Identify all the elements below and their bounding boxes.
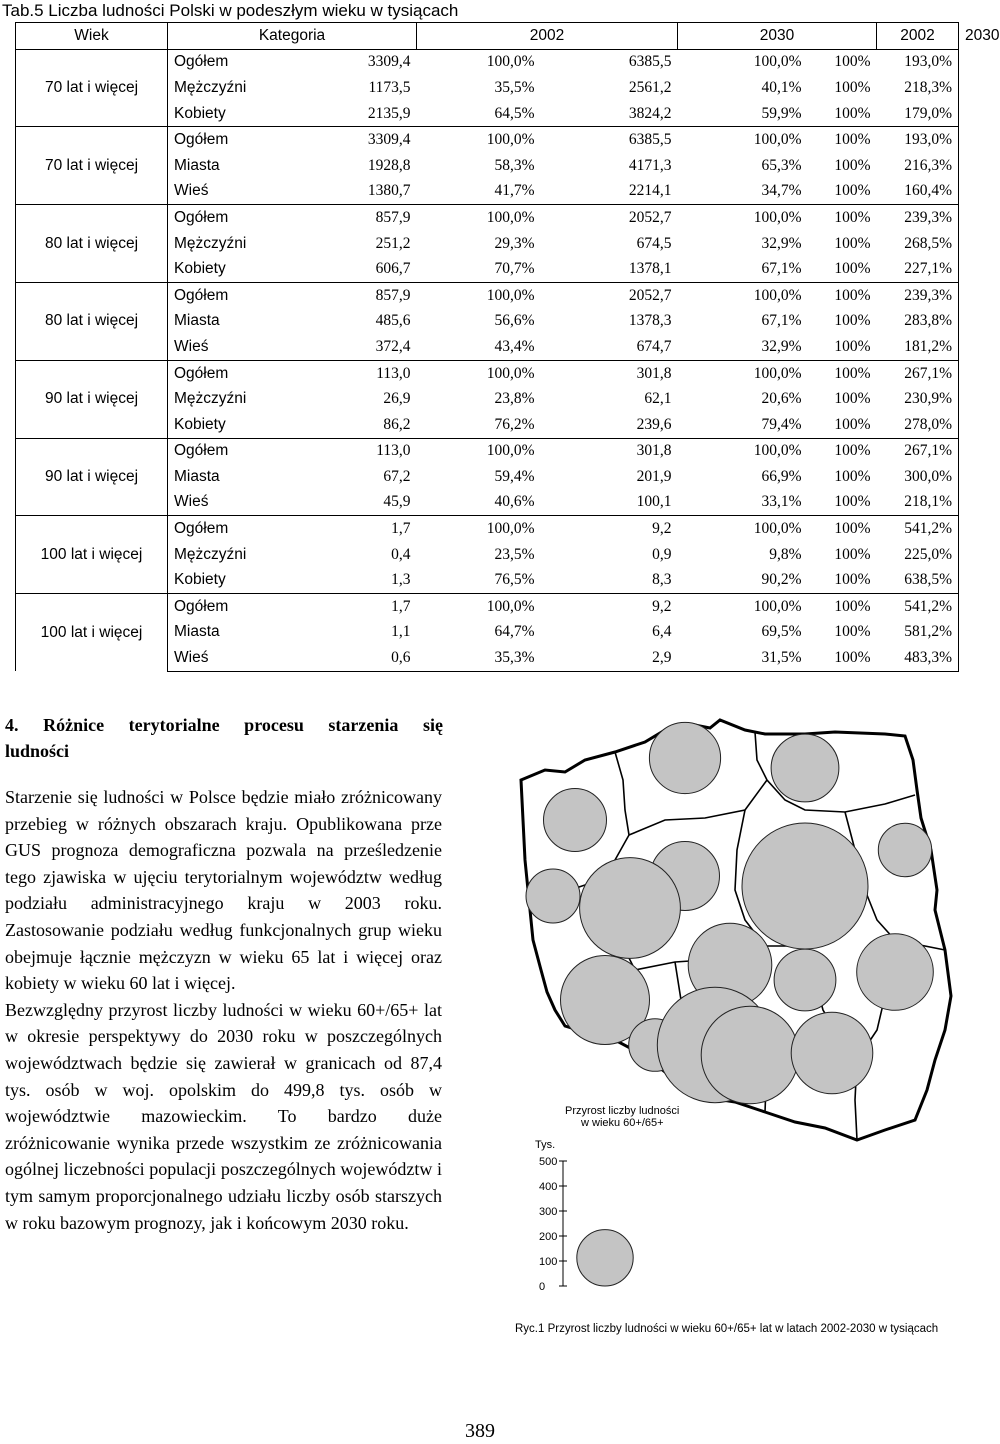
bubble-małopolskie <box>701 1006 799 1104</box>
table-cell: 674,7 <box>636 337 672 355</box>
table-cell: 66,9% <box>761 467 802 485</box>
table-cell: 76,5% <box>494 571 535 589</box>
table-cell: 278,0% <box>877 412 959 438</box>
table-cell: 216,3% <box>877 153 959 179</box>
table-cell: 59,4% <box>494 467 535 485</box>
legend-tick-label: 300 <box>539 1206 558 1218</box>
category-label: Ogółem <box>168 127 293 153</box>
legend-title-line-1: Przyrost liczby ludności <box>565 1105 680 1117</box>
table-cell: 193,0% <box>877 49 959 75</box>
table-cell: 23,8% <box>494 390 535 408</box>
table-cell: 372,4 <box>375 337 411 355</box>
table-cell: 65,3% <box>761 156 802 174</box>
table-cell: 100,0% <box>417 516 541 542</box>
category-label: Ogółem <box>168 516 293 542</box>
table-cell: 67,2 <box>383 467 411 485</box>
legend-tick-label: 200 <box>539 1231 558 1243</box>
category-label: Ogółem <box>168 360 293 386</box>
table-cell: 100,0% <box>678 282 808 308</box>
table-cell: 1,1 <box>391 623 411 641</box>
age-group-label: 90 lat i więcej <box>16 360 168 438</box>
table-cell: 100% <box>834 493 871 511</box>
category-label: Wieś <box>174 493 209 511</box>
table-row <box>16 516 959 542</box>
table-cell: 100,0% <box>678 49 808 75</box>
age-group-label: 100 lat i więcej <box>16 516 168 594</box>
category-label: Miasta <box>174 467 220 485</box>
table-cell: 218,1% <box>877 490 959 516</box>
table-cell: 0,6 <box>293 645 417 671</box>
bubble-map-figure <box>505 700 960 1340</box>
category-label: Wieś <box>174 182 209 200</box>
table-cell: 23,5% <box>494 545 535 563</box>
bubble-zachodniopomorskie <box>544 789 607 852</box>
table-cell: 100% <box>808 205 877 231</box>
page-number: 389 <box>465 1420 495 1442</box>
table-cell: 100% <box>834 260 871 278</box>
table-cell: 90,2% <box>761 571 802 589</box>
header-kategoria: Kategoria <box>168 23 417 50</box>
category-label: Kobiety <box>174 415 226 433</box>
table-cell: 1380,7 <box>367 182 411 200</box>
table-cell: 100% <box>808 516 877 542</box>
table-cell: 26,9 <box>383 390 411 408</box>
table-cell: 8,3 <box>652 571 672 589</box>
table-cell: 674,5 <box>636 234 672 252</box>
table-cell: 1173,5 <box>368 78 411 96</box>
table-cell: 100,0% <box>678 516 808 542</box>
table-cell: 100,0% <box>417 49 541 75</box>
category-label: Miasta <box>174 156 220 174</box>
table-cell: 100% <box>808 282 877 308</box>
header-wiek: Wiek <box>16 23 168 50</box>
table-cell: 70,7% <box>494 260 535 278</box>
category-label: Ogółem <box>168 594 293 620</box>
table-cell: 64,5% <box>494 104 535 122</box>
header-2002-b: 2002 <box>877 23 959 50</box>
table-cell: 160,4% <box>877 179 959 205</box>
bubble-lubelskie <box>857 934 934 1011</box>
table-cell: 179,0% <box>877 101 959 127</box>
age-group-label: 80 lat i więcej <box>16 282 168 360</box>
table-cell: 301,8 <box>541 438 678 464</box>
table-cell: 100% <box>834 182 871 200</box>
table-cell: 34,7% <box>761 182 802 200</box>
table-cell: 581,2% <box>877 620 959 646</box>
table-cell: 227,1% <box>877 256 959 282</box>
age-group-label: 70 lat i więcej <box>16 127 168 205</box>
table-cell: 100,0% <box>417 282 541 308</box>
bubble-świętokrzyskie <box>774 949 836 1011</box>
table-cell: 300,0% <box>877 464 959 490</box>
category-label: Mężczyźni <box>174 78 247 96</box>
population-table <box>15 22 1000 672</box>
table-cell: 181,2% <box>877 334 959 360</box>
category-label: Miasta <box>174 623 220 641</box>
table-cell: 3309,4 <box>293 49 417 75</box>
category-label: Ogółem <box>168 438 293 464</box>
table-cell: 1,7 <box>293 516 417 542</box>
table-cell: 100,0% <box>417 127 541 153</box>
table-cell: 100% <box>808 360 877 386</box>
table-cell: 33,1% <box>761 493 802 511</box>
category-label: Wieś <box>168 645 293 671</box>
table-cell: 40,6% <box>494 493 535 511</box>
table-cell: 100% <box>808 49 877 75</box>
table-row <box>16 282 959 308</box>
table-cell: 113,0 <box>293 438 417 464</box>
table-cell: 239,6 <box>636 415 672 433</box>
table-cell: 79,4% <box>761 415 802 433</box>
table-cell: 268,5% <box>877 231 959 257</box>
table-cell: 67,1% <box>761 260 802 278</box>
legend-tick-label: 100 <box>539 1256 558 1268</box>
category-label: Ogółem <box>168 282 293 308</box>
legend-tick-label: 400 <box>539 1181 558 1193</box>
table-row <box>16 205 959 231</box>
table-cell: 100% <box>808 645 877 671</box>
table-cell: 69,5% <box>761 623 802 641</box>
table-cell: 100% <box>834 545 871 563</box>
table-cell: 3309,4 <box>293 127 417 153</box>
age-group-label: 100 lat i więcej <box>16 594 168 672</box>
header-2030-a: 2030 <box>678 23 877 50</box>
category-label: Mężczyźni <box>174 545 247 563</box>
table-cell: 35,3% <box>417 645 541 671</box>
table-cell: 6385,5 <box>541 49 678 75</box>
paragraph-1: Starzenie się ludności w Polsce będzie miało zróżnicowany przebieg w różnych obszarach kraju. Opublikowana prze GUS prognoza demograficzna pozwala na prześledzenie tego zjawiska w ujęciu terytorialnym województw według podziału administracyjnego kraju w 2003 roku. Zastosowanie podziału według funkcjonalnych grup wieku obejmuje łącznie mężczyzn w wieku 65 lat i więcej oraz kobiety w wieku 60 lat i więcej. <box>5 787 442 994</box>
table-cell: 31,5% <box>678 645 808 671</box>
paragraph-2: Bezwzględny przyrost liczby ludności w wieku 60+/65+ lat w okresie perspektywy do 2030 roku w poszczególnych województwach będzie się zawierał w granicach od 87,4 tys. osób w woj. opolskim do 499,8 tys. osób w województwie mazowieckim. To bardzo duże zróżnicowanie wynika przede wszystkim ze zróżnicowania ogólnej liczebności populacji poszczególnych województw i tym samym proporcjonalnego udziału liczby osób starszych w roku bazowym prognozy, jak i końcowym 2030 roku. <box>5 999 442 1233</box>
table-cell: 100% <box>834 312 871 330</box>
section-heading <box>5 712 443 764</box>
legend-tick-label: 0 <box>539 1281 546 1293</box>
table-cell: 100% <box>834 234 871 252</box>
bubble-podkarpackie <box>791 1012 873 1094</box>
category-label: Ogółem <box>168 205 293 231</box>
table-cell: 9,2 <box>541 594 678 620</box>
table-cell: 2,9 <box>541 645 678 671</box>
table-cell: 100% <box>834 467 871 485</box>
table-body <box>16 49 959 671</box>
category-label: Kobiety <box>174 571 226 589</box>
table-caption: Tab.5 Liczba ludności Polski w podeszłym wieku w tysiącach <box>2 1 459 20</box>
table-cell: 76,2% <box>494 415 535 433</box>
bubble-pomorskie <box>649 722 720 793</box>
table-cell: 6,4 <box>652 623 672 641</box>
table-cell: 857,9 <box>293 205 417 231</box>
table-cell: 100% <box>808 438 877 464</box>
table-cell: 100,0% <box>417 205 541 231</box>
table-cell: 62,1 <box>644 390 672 408</box>
figure-caption: Ryc.1 Przyrost liczby ludności w wieku 60+/65+ lat w latach 2002-2030 w tysiącach <box>515 1323 939 1335</box>
table-cell: 9,2 <box>541 516 678 542</box>
heading-line-1: 4. Różnice terytorialne procesu starzenia się <box>5 715 443 735</box>
table-cell: 541,2% <box>877 516 959 542</box>
table-cell: 45,9 <box>383 493 411 511</box>
table-cell: 606,7 <box>375 260 411 278</box>
table-cell: 193,0% <box>877 127 959 153</box>
age-group-label: 80 lat i więcej <box>16 205 168 283</box>
table-cell: 239,3% <box>877 282 959 308</box>
table-cell: 6385,5 <box>541 127 678 153</box>
table-cell: 2561,2 <box>628 78 672 96</box>
table-cell: 113,0 <box>293 360 417 386</box>
table-cell: 100% <box>834 623 871 641</box>
table-cell: 1,3 <box>391 571 411 589</box>
category-label: Mężczyźni <box>174 234 247 252</box>
table-cell: 2052,7 <box>541 282 678 308</box>
legend-sample-bubble <box>577 1230 633 1286</box>
table-cell: 100% <box>834 337 871 355</box>
table-cell: 29,3% <box>494 234 535 252</box>
table-cell: 100,1 <box>636 493 672 511</box>
table-cell: 67,1% <box>761 312 802 330</box>
table-row <box>16 594 959 620</box>
table-cell: 100% <box>808 594 877 620</box>
table-cell: 100% <box>834 78 871 96</box>
table-cell: 1928,8 <box>367 156 411 174</box>
table-cell: 100% <box>834 415 871 433</box>
table-cell: 32,9% <box>761 337 802 355</box>
table-cell: 100% <box>834 390 871 408</box>
legend-title-line-2: w wieku 60+/65+ <box>581 1117 664 1129</box>
table-cell: 56,6% <box>494 312 535 330</box>
bubble-mazowieckie <box>742 823 868 949</box>
bubble-podlaskie <box>878 823 931 876</box>
table-cell: 59,9% <box>761 104 802 122</box>
table-cell: 251,2 <box>375 234 411 252</box>
bubble-lubuskie <box>526 869 580 923</box>
category-label: Mężczyźni <box>174 390 247 408</box>
table-cell: 0,4 <box>391 545 411 563</box>
table-cell: 41,7% <box>494 182 535 200</box>
body-text <box>5 784 442 1236</box>
table-cell: 857,9 <box>293 282 417 308</box>
category-label: Kobiety <box>174 260 226 278</box>
table-cell: 43,4% <box>494 337 535 355</box>
table-cell: 20,6% <box>761 390 802 408</box>
table-row <box>16 360 959 386</box>
heading-line-2: ludności <box>5 741 70 761</box>
table-cell: 218,3% <box>877 75 959 101</box>
table-row <box>16 438 959 464</box>
header-2002-a: 2002 <box>417 23 678 50</box>
table-cell: 485,6 <box>375 312 411 330</box>
table-header-row: Wiek Kategoria 2002 2030 2002 2030 <box>16 23 959 50</box>
table-cell: 201,9 <box>636 467 672 485</box>
bubble-warmińsko-mazurskie <box>771 734 839 802</box>
legend-unit: Tys. <box>535 1139 556 1151</box>
table-cell: 100,0% <box>678 127 808 153</box>
table-cell: 100,0% <box>678 360 808 386</box>
category-label: Kobiety <box>174 104 226 122</box>
table-cell: 40,1% <box>761 78 802 96</box>
category-label: Miasta <box>174 312 220 330</box>
table-cell: 100,0% <box>678 438 808 464</box>
table-cell: 100,0% <box>417 594 541 620</box>
table-cell: 64,7% <box>494 623 535 641</box>
table-row <box>16 49 959 75</box>
table-cell: 283,8% <box>877 309 959 335</box>
table-cell: 541,2% <box>877 594 959 620</box>
table-cell: 86,2 <box>383 415 411 433</box>
table-cell: 638,5% <box>877 567 959 593</box>
age-group-label: 90 lat i więcej <box>16 438 168 516</box>
table-cell: 100,0% <box>417 438 541 464</box>
table-cell: 4171,3 <box>628 156 672 174</box>
table-cell: 100% <box>834 571 871 589</box>
table-cell: 2135,9 <box>367 104 411 122</box>
category-label: Wieś <box>174 337 209 355</box>
table-cell: 35,5% <box>494 78 535 96</box>
table-cell: 2052,7 <box>541 205 678 231</box>
table-cell: 0,9 <box>652 545 672 563</box>
table-cell: 225,0% <box>877 542 959 568</box>
table-cell: 3824,2 <box>628 104 672 122</box>
table-cell: 1378,3 <box>628 312 672 330</box>
bubble-wielkopolskie <box>580 858 681 959</box>
table-cell: 100,0% <box>417 360 541 386</box>
table-cell: 1378,1 <box>628 260 672 278</box>
table-cell: 239,3% <box>877 205 959 231</box>
table-cell: 100% <box>808 127 877 153</box>
table-row <box>16 127 959 153</box>
table-cell: 100% <box>834 156 871 174</box>
table-cell: 100,0% <box>678 594 808 620</box>
table-cell: 483,3% <box>877 645 959 671</box>
table-cell: 230,9% <box>877 386 959 412</box>
table-cell: 267,1% <box>877 360 959 386</box>
table-cell: 9,8% <box>769 545 802 563</box>
legend <box>535 1105 679 1293</box>
table-cell: 1,7 <box>293 594 417 620</box>
table-cell: 32,9% <box>761 234 802 252</box>
category-label: Ogółem <box>168 49 293 75</box>
legend-tick-label: 500 <box>539 1156 558 1168</box>
table-cell: 267,1% <box>877 438 959 464</box>
age-group-label: 70 lat i więcej <box>16 49 168 127</box>
table-cell: 58,3% <box>494 156 535 174</box>
table-cell: 100,0% <box>678 205 808 231</box>
table-cell: 2214,1 <box>628 182 672 200</box>
table-cell: 100% <box>834 104 871 122</box>
table-cell: 301,8 <box>541 360 678 386</box>
